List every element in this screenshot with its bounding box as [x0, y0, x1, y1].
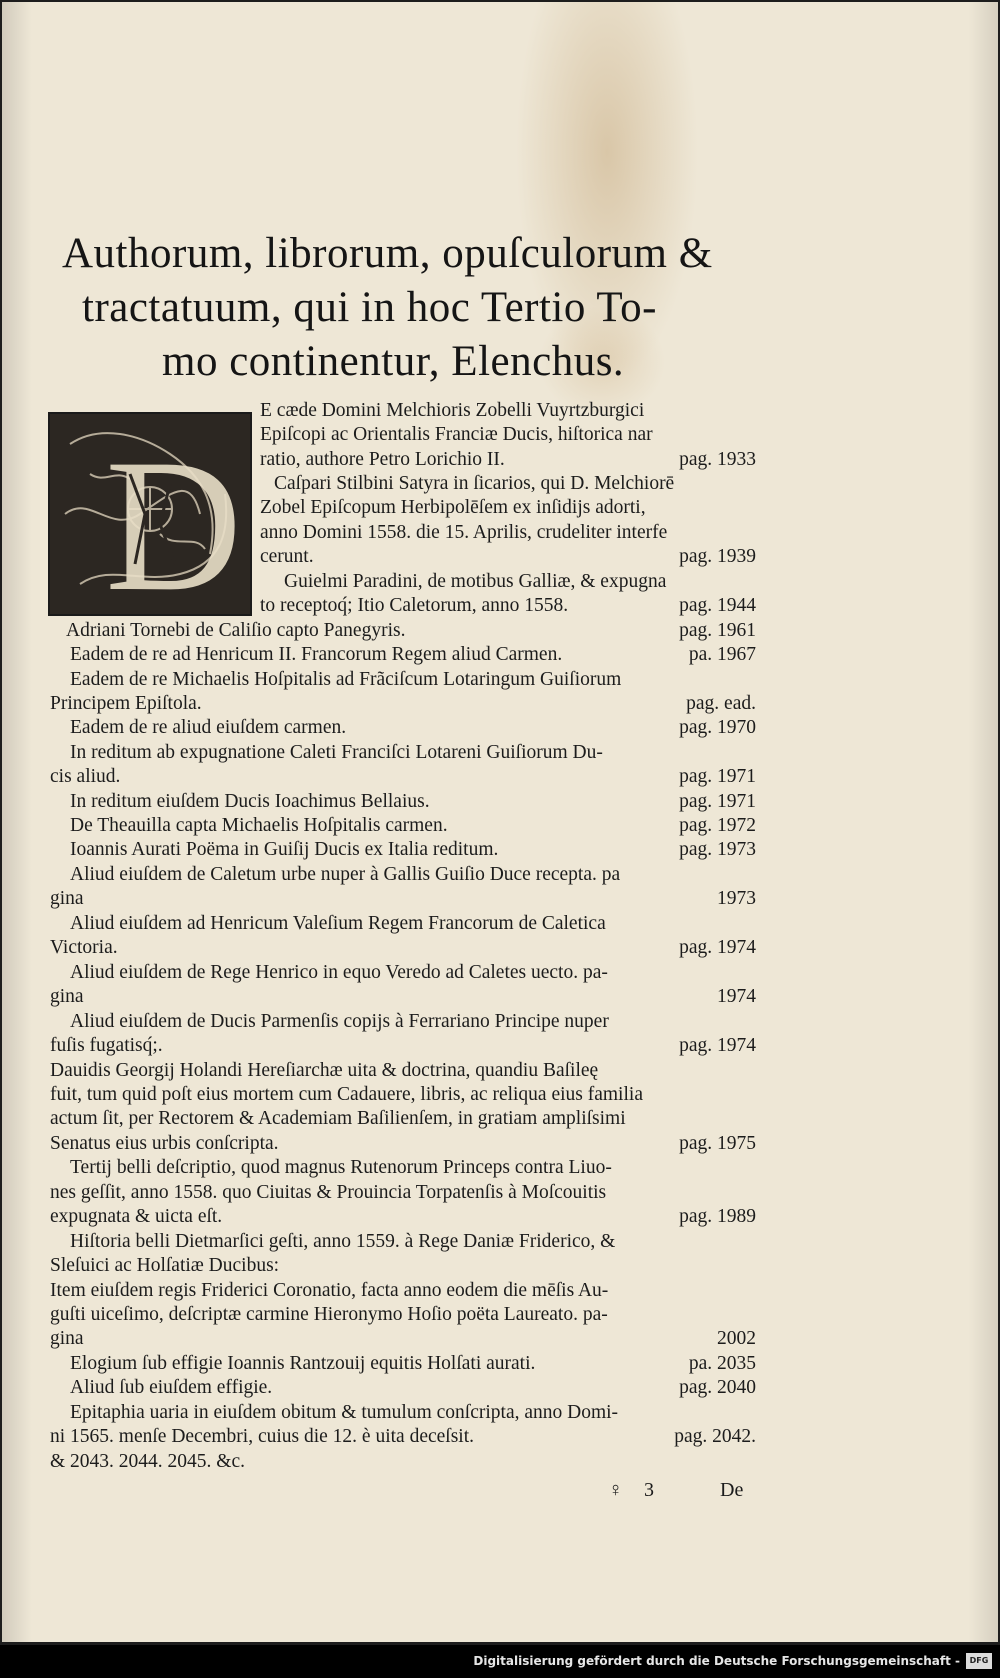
list-item: De Theauilla capta Michaelis Hoſpitalis carmen. pag. 1972: [70, 815, 756, 836]
list-item: expugnata & uicta eſt. pag. 1989: [50, 1206, 756, 1227]
list-item: Aliud eiuſdem de Rege Henrico in equo Veredo ad Caletes uecto. pa-: [70, 962, 608, 983]
svg-text:D: D: [105, 421, 243, 614]
list-item: Aliud eiuſdem ad Henricum Valeſium Regem Francorum de Caletica: [70, 913, 606, 934]
list-item: gina 2002: [50, 1328, 756, 1349]
list-item: Principem Epiſtola. pag. ead.: [50, 693, 756, 714]
list-item: Victoria. pag. 1974: [50, 937, 756, 958]
list-item: & 2043. 2044. 2045. &c.: [50, 1451, 245, 1472]
list-item: cis aliud. pag. 1971: [50, 766, 756, 787]
list-item: Aliud eiuſdem de Ducis Parmenſis copijs à Ferrariano Principe nuper: [70, 1011, 609, 1032]
list-item: Eadem de re aliud eiuſdem carmen. pag. 1970: [70, 717, 756, 738]
list-item: Epitaphia uaria in eiuſdem obitum & tumulum conſcripta, anno Domi-: [70, 1402, 619, 1423]
list-item: Zobel Epiſcopum Herbipolēſem ex inſidijs adorti,: [260, 497, 646, 518]
list-item: fuit, tum quid poſt eius mortem cum Cadauere, libris, ac reliqua eius familia: [50, 1084, 643, 1105]
list-item: In reditum eiuſdem Ducis Ioachimus Bellaius. pag. 1971: [70, 791, 756, 812]
list-item: Ioannis Aurati Poëma in Guiſij Ducis ex Italia reditum. pag. 1973: [70, 839, 756, 860]
list-item: guſti uiceſimo, deſcriptæ carmine Hieronymo Hoſio poëta Laureato. pa-: [50, 1304, 608, 1325]
dfg-logo: DFG: [966, 1653, 992, 1669]
list-item: cerunt. pag. 1939: [260, 546, 756, 567]
list-item: Item eiuſdem regis Friderici Coronatio, facta anno eodem die mēſis Au-: [50, 1280, 609, 1301]
list-item: Elogium ſub effigie Ioannis Rantzouij equitis Holſati aurati. pa. 2035: [70, 1353, 756, 1374]
signature-number: 3: [644, 1479, 654, 1501]
list-item: Sleſuici ac Holſatiæ Ducibus:: [50, 1255, 280, 1276]
list-item: Hiſtoria belli Dietmarſici geſti, anno 1559. à Rege Daniæ Friderico, &: [70, 1231, 616, 1252]
list-item: ratio, authore Petro Lorichio II. pag. 1933: [260, 449, 756, 470]
list-item: In reditum ab expugnatione Caleti Franciſci Lotareni Guiſiorum Du-: [70, 742, 603, 763]
title-line-3: mo continentur, Elenchus.: [162, 338, 625, 385]
list-item: to receptoq́; Itio Caletorum, anno 1558. pag. 1944: [260, 595, 756, 616]
list-item: ni 1565. menſe Decembri, cuius die 12. è uita deceſsit. pag. 2042.: [50, 1426, 756, 1447]
list-item: Tertij belli deſcriptio, quod magnus Rutenorum Princeps contra Liuo-: [70, 1157, 612, 1178]
list-item: Aliud ſub eiuſdem effigie. pag. 2040: [70, 1377, 756, 1398]
title-line-1: Authorum, librorum, opuſculorum &: [62, 230, 713, 277]
list-item: Dauidis Georgij Holandi Hereſiarchæ uita & doctrina, quandiu Baſileę: [50, 1060, 599, 1081]
list-item: Aliud eiuſdem de Caletum urbe nuper à Gallis Guiſio Duce recepta. pa: [70, 864, 621, 885]
footer-credit: Digitalisierung gefördert durch die Deutsche Forschungsgemeinschaft -: [473, 1654, 960, 1668]
signature-mark: ♀: [608, 1479, 623, 1501]
list-item: actum ſit, per Rectorem & Academiam Baſilienſem, in gratiam ampliſsimi: [50, 1108, 626, 1129]
list-item: Senatus eius urbis conſcripta. pag. 1975: [50, 1133, 756, 1154]
footer-bar: [0, 1645, 1000, 1678]
list-item: anno Domini 1558. die 15. Aprilis, crudeliter interfe: [260, 522, 668, 543]
list-item: gina 1974: [50, 986, 756, 1007]
list-item: gina 1973: [50, 888, 756, 909]
list-item: fuſis fugatisq́;. pag. 1974: [50, 1035, 756, 1056]
list-item: E cæde Domini Melchioris Zobelli Vuyrtzburgici: [260, 400, 645, 421]
list-item: Eadem de re ad Henricum II. Francorum Regem aliud Carmen. pa. 1967: [70, 644, 756, 665]
list-item: nes geſſit, anno 1558. quo Ciuitas & Prouincia Torpatenſis à Moſcouitis: [50, 1182, 607, 1203]
list-item: Caſpari Stilbini Satyra in ſicarios, qui D. Melchiorē: [274, 473, 675, 494]
list-item: Guielmi Paradini, de motibus Galliæ, & expugna: [284, 571, 667, 592]
elenchus-list: [2, 2, 998, 1642]
title-line-2: tractatuum, qui in hoc Tertio To-: [82, 284, 657, 331]
list-item: Epiſcopi ac Orientalis Franciæ Ducis, hiſtorica nar: [260, 424, 653, 445]
book-page: [2, 2, 998, 1642]
catchword: De: [720, 1479, 744, 1501]
list-item: Adriani Tornebi de Caliſio capto Panegyris. pag. 1961: [66, 620, 756, 641]
list-item: Eadem de re Michaelis Hoſpitalis ad Frãciſcum Lotaringum Guiſiorum: [70, 669, 622, 690]
